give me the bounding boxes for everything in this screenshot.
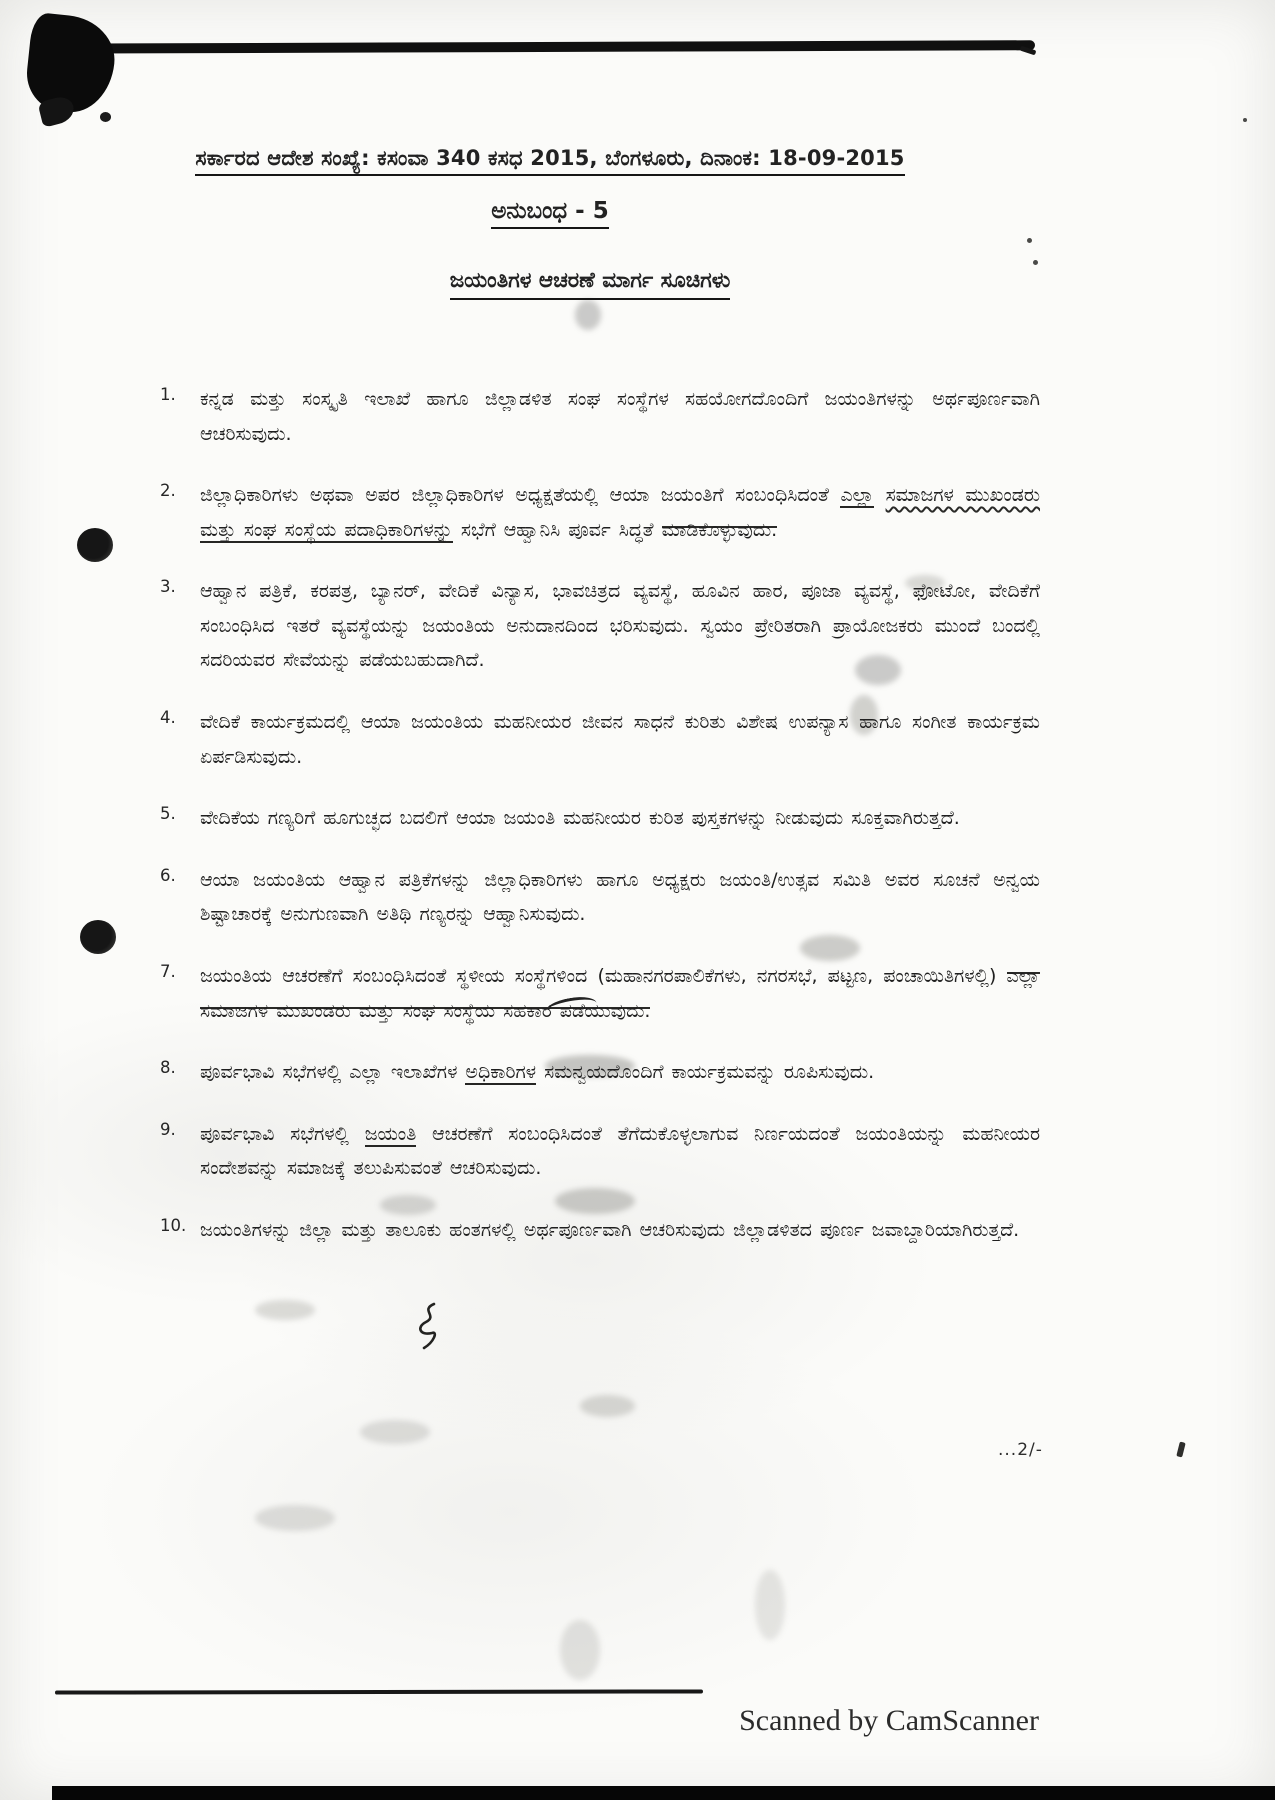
- text-segment: ಜಯಂತಿಗಳನ್ನು ಜಿಲ್ಲಾ ಮತ್ತು ತಾಲೂಕು ಹಂತಗಳಲ್ಲಿ ಅರ್ಥಪೂರ್ಣವಾಗಿ ಆಚರಿಸುವುದು ಜಿಲ್ಲಾಡಳಿತದ ಪೂರ್ಣ ಜವಾಬ್ದಾರಿಯಾಗಿರುತ್ತದೆ.: [200, 1218, 1020, 1241]
- doc-title-text: ಜಯಂತಿಗಳ ಆಚರಣೆ ಮಾರ್ಗ ಸೂಚಿಗಳು: [450, 268, 731, 300]
- text-segment: ವೇದಿಕೆ ಕಾರ್ಯಕ್ರಮದಲ್ಲಿ ಆಯಾ ಜಯಂತಿಯ ಮಹನೀಯರ ಜೀವನ ಸಾಧನೆ ಕುರಿತು ವಿಶೇಷ ಉಪನ್ಯಾಸ ಹಾಗೂ ಸಂಗೀತ ಕಾರ್ಯಕ್ರಮ ಏರ್ಪಡಿಸುವುದು.: [200, 711, 1040, 768]
- scan-smudge: [755, 1570, 785, 1640]
- text-segment: ವೇದಿಕೆಯ ಗಣ್ಯರಿಗೆ ಹೂಗುಚ್ಛದ ಬದಲಿಗೆ ಆಯಾ ಜಯಂತಿ ಮಹನೀಯರ ಕುರಿತ ಪುಸ್ತಕಗಳನ್ನು ನೀಡುವುದು ಸೂಕ್ತವಾಗಿರುತ್ತದೆ.: [200, 807, 960, 830]
- doc-title: [160, 268, 1020, 293]
- hole-punch-bottom: [80, 920, 116, 954]
- item-number: 9.: [160, 1119, 176, 1139]
- annexure-text: ಅನುಬಂಧ - 5: [491, 198, 608, 229]
- header-order-text: ಸರ್ಕಾರದ ಆದೇಶ ಸಂಖ್ಯೆ: ಕಸಂವಾ 340 ಕಸಧ 2015, ಬೆಂಗಳೂರು, ದಿನಾಂಕ: 18-09-2015: [195, 146, 904, 176]
- scan-speck: [1027, 238, 1032, 243]
- scan-smudge: [575, 300, 601, 330]
- guideline-item: [160, 574, 1040, 678]
- hole-punch-top: [77, 528, 113, 562]
- scanner-credit: Scanned by CamScanner: [739, 1704, 1039, 1737]
- text-segment: ಜಯಂತಿಯ ಆಚರಣೆಗೆ ಸಂಬಂಧಿಸಿದಂತೆ ಸ್ಥಳೀಯ ಸಂಸ್ಥೆಗಳಿಂದ (ಮಹಾನಗರಪಾಲಿಕೆಗಳು, ನಗರಸಭೆ, ಪಟ್ಟಣ, ಪಂಚಾಯಿತಿಗಳಲ್ಲಿ): [200, 964, 1007, 987]
- guideline-item: [160, 1213, 1040, 1248]
- item-text: [200, 801, 1040, 836]
- text-segment: ಜಯಂತಿ: [364, 1122, 417, 1145]
- text-segment: ಆಹ್ವಾನ ಪತ್ರಿಕೆ, ಕರಪತ್ರ, ಬ್ಯಾನರ್, ವೇದಿಕೆ ವಿನ್ಯಾಸ, ಭಾವಚಿತ್ರದ ವ್ಯವಸ್ಥೆ, ಹೂವಿನ ಹಾರ, ಪೂಜಾ ವ್ಯವಸ್ಥೆ, ಫೋಟೋ, ವೇದಿಕೆಗೆ ಸಂಬಂಧಿಸಿದ ಇತರೆ ವ್ಯವಸ್ಥೆಯನ್ನು ಜಯಂತಿಯ ಅನುದಾನದಿಂದ ಭರಿಸುವುದು. ಸ್ವಯಂ ಪ್ರೇರಿತರಾಗಿ ಪ್ರಾಯೋಜಕರು ಮುಂದೆ ಬಂದಲ್ಲಿ ಸದರಿಯವರ ಸೇವೆಯನ್ನು ಪಡೆಯಬಹುದಾಗಿದೆ.: [200, 580, 1040, 672]
- text-segment: ಎಲ್ಲಾ: [840, 484, 874, 507]
- item-number: 3.: [160, 577, 176, 597]
- scan-speck: [1033, 260, 1038, 265]
- item-number: 1.: [160, 385, 176, 404]
- scan-top-bar: [32, 40, 1035, 54]
- item-text: [200, 1213, 1040, 1248]
- text-segment: ಕನ್ನಡ ಮತ್ತು ಸಂಸ್ಕೃತಿ ಇಲಾಖೆ ಹಾಗೂ ಜಿಲ್ಲಾಡಳಿತ ಸಂಘ ಸಂಸ್ಥೆಗಳ ಸಹಯೋಗದೊಂದಿಗೆ ಜಯಂತಿಗಳನ್ನು ಅರ್ಥಪೂರ್ಣವಾಗಿ ಆಚರಿಸುವುದು.: [200, 388, 1040, 445]
- text-segment: ಮಾಡಿಕೊಳ್ಳುವುದು.: [661, 518, 778, 541]
- guideline-item: [160, 478, 1040, 547]
- page-ref: ...2/-: [998, 1440, 1043, 1460]
- scan-speck: [1243, 118, 1247, 122]
- pen-squiggle-mark: [408, 1300, 448, 1352]
- text-segment: ಆಚರಣೆಗೆ ಸಂಬಂಧಿಸಿದಂತೆ ತೆಗೆದುಕೊಳ್ಳಲಾಗುವ ನಿರ್ಣಯದಂತೆ ಜಯಂತಿಯನ್ನು ಮಹನೀಯರ ಸಂದೇಶವನ್ನು ಸಮಾಜಕ್ಕೆ ತಲುಪಿಸುವಂತೆ ಆಚರಿಸುವುದು.: [200, 1122, 1040, 1180]
- scan-smudge: [360, 1420, 430, 1444]
- ink-blob-corner: [23, 12, 119, 116]
- guideline-item: [160, 705, 1040, 774]
- scan-bottom-bar: [52, 1786, 1275, 1800]
- header-order-line: [110, 146, 990, 171]
- guideline-item: [160, 1117, 1040, 1186]
- item-text: [200, 959, 1040, 1028]
- item-text: [200, 574, 1040, 678]
- scan-smudge: [255, 1300, 315, 1320]
- text-segment: ಅಧಿಕಾರಿಗಳ: [465, 1061, 537, 1084]
- item-number: 10.: [160, 1215, 187, 1235]
- text-segment: ಮತ್ತು ಸಂಘ ಸಂಸ್ಥೆಯ ಪದಾಧಿಕಾರಿಗಳನ್ನು: [200, 518, 453, 541]
- guideline-list: [160, 382, 1040, 1274]
- text-segment: ಎಲ್ಲಾ ಸಮಾಜಗಳ ಮುಖಂಡರು ಮತ್ತು ಸಂಘ ಸಂಸ್ಥೆಯ ಸಹಕಾರ ಪಡೆಯುವುದು.: [200, 964, 1040, 1022]
- guideline-item: [160, 801, 1040, 836]
- annexure-label: [110, 198, 990, 224]
- text-segment: [874, 484, 886, 506]
- ink-dot: [100, 112, 111, 122]
- guideline-item: [160, 959, 1040, 1028]
- text-segment: ಜಿಲ್ಲಾಧಿಕಾರಿಗಳು ಅಥವಾ ಅಪರ ಜಿಲ್ಲಾಧಿಕಾರಿಗಳ ಅಧ್ಯಕ್ಷತೆಯಲ್ಲಿ ಆಯಾ ಜಯಂತಿಗೆ ಸಂಬಂಧಿಸಿದಂತೆ: [200, 484, 841, 507]
- item-text: [200, 1117, 1040, 1186]
- guideline-item: [160, 382, 1040, 451]
- item-number: 5.: [160, 804, 176, 824]
- text-segment: ಪೂರ್ವಭಾವಿ ಸಭೆಗಳಲ್ಲಿ ಎಲ್ಲಾ ಇಲಾಖೆಗಳ: [200, 1061, 466, 1084]
- text-segment: ಸಮನ್ವಯದೊಂದಿಗೆ ಕಾರ್ಯಕ್ರಮವನ್ನು ರೂಪಿಸುವುದು.: [536, 1061, 875, 1084]
- item-text: [200, 382, 1040, 451]
- item-text: [200, 705, 1040, 774]
- scan-smudge: [560, 1620, 600, 1680]
- text-segment: ಸಭೆಗೆ ಆಹ್ವಾನಿಸಿ ಪೂರ್ವ ಸಿದ್ಧತೆ: [452, 518, 662, 541]
- item-text: [200, 478, 1040, 547]
- guideline-item: [160, 863, 1040, 932]
- guideline-item: [160, 1055, 1040, 1090]
- item-number: 4.: [160, 708, 176, 728]
- item-number: 6.: [160, 865, 176, 885]
- item-text: [200, 1055, 1040, 1090]
- text-segment: ಆಯಾ ಜಯಂತಿಯ ಆಹ್ವಾನ ಪತ್ರಿಕೆಗಳನ್ನು ಜಿಲ್ಲಾಧಿಕಾರಿಗಳು ಹಾಗೂ ಅಧ್ಯಕ್ಷರು ಜಯಂತಿ/ಉತ್ಸವ ಸಮಿತಿ ಅವರ ಸೂಚನೆ ಅನ್ವಯ ಶಿಷ್ಟಾಚಾರಕ್ಕೆ ಅನುಗುಣವಾಗಿ ಅತಿಥಿ ಗಣ್ಯರನ್ನು ಆಹ್ವಾನಿಸುವುದು.: [200, 868, 1040, 926]
- item-number: 7.: [160, 961, 176, 981]
- scan-smudge: [580, 1395, 635, 1417]
- item-number: 2.: [160, 481, 176, 501]
- item-text: [200, 863, 1040, 932]
- pen-tick-mark: [1176, 1441, 1185, 1457]
- scan-smudge: [255, 1505, 335, 1531]
- item-number: 8.: [160, 1058, 176, 1078]
- scan-bottom-line: [55, 1689, 703, 1694]
- text-segment: ಪೂರ್ವಭಾವಿ ಸಭೆಗಳಲ್ಲಿ: [200, 1122, 365, 1145]
- text-segment: ಸಮಾಜಗಳ ಮುಖಂಡರು: [885, 484, 1040, 507]
